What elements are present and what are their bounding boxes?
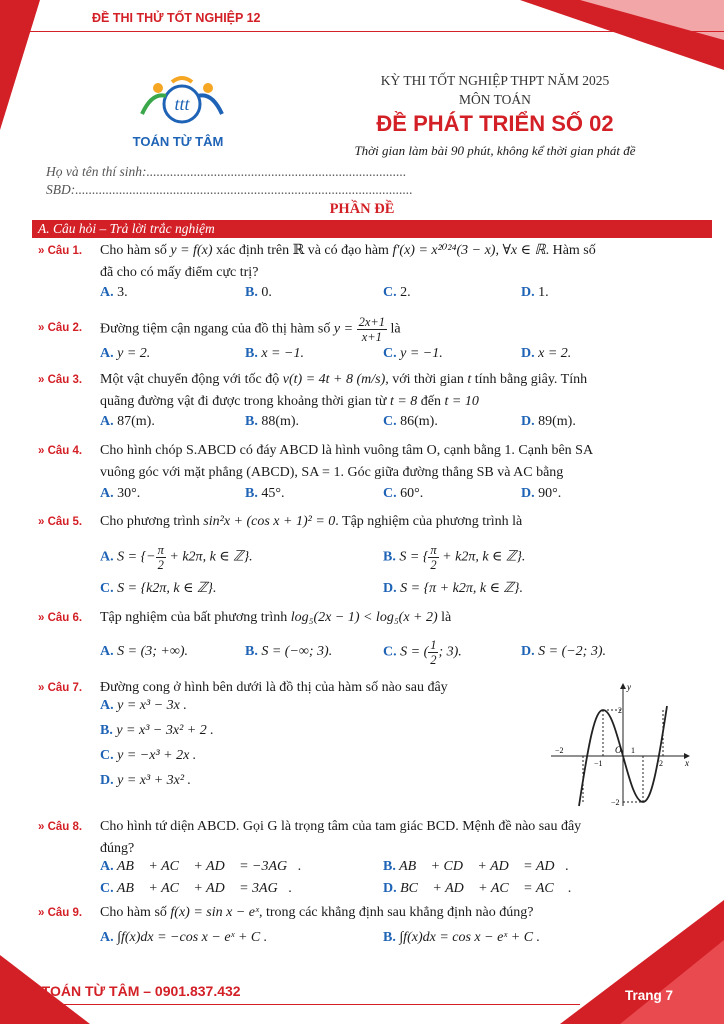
option-letter: C. — [383, 414, 397, 429]
q1-deriv: f′(x) = x²⁰²⁴(3 − x), ∀x ∈ ℝ — [392, 243, 546, 258]
q3-option-a[interactable] — [100, 414, 155, 430]
option-letter: A. — [100, 644, 114, 659]
q6-option-c[interactable] — [383, 638, 462, 667]
q4-line2: vuông góc với mặt phẳng (ABCD), SA = 1. Góc giữa đường thẳng SB và AC bằng — [100, 465, 564, 480]
q5-eq: sin²x + (cos x + 1)² = 0 — [203, 514, 336, 529]
option-prefix: S = {− — [117, 549, 156, 565]
q2-y-eq: y = — [333, 321, 354, 337]
q4-option-c[interactable] — [383, 486, 423, 502]
question-label: » Câu 9. — [38, 907, 83, 919]
q8-option-c[interactable] — [100, 881, 292, 897]
option-letter: A. — [100, 285, 114, 300]
q2-option-c[interactable] — [383, 346, 443, 362]
question-label: » Câu 2. — [38, 322, 83, 334]
option-text: 87(m). — [117, 414, 155, 429]
q9-func: f(x) = sin x − eˣ — [170, 905, 259, 920]
q8-line1: Cho hình tứ diện ABCD. Gọi G là trọng tâm của tam giác BCD. Mệnh đề nào sau đây — [100, 819, 582, 834]
option-suffix: + k2π, k ∈ ℤ}. — [169, 549, 253, 565]
option-prefix: S = ( — [400, 644, 429, 660]
option-letter: B. — [100, 723, 113, 738]
option-text: y = x³ − 3x . — [117, 698, 187, 713]
option-text: y = x³ − 3x² + 2 . — [116, 723, 214, 738]
graph-y-label: y — [627, 682, 631, 692]
option-letter: A. — [100, 414, 114, 429]
corner-decoration-top-right — [520, 0, 724, 70]
option-text: S = {k2π, k ∈ ℤ}. — [117, 581, 217, 596]
option-letter: C. — [383, 346, 397, 361]
option-text: AB⃗ + AC⃗ + AD⃗ = −3AG⃗. — [116, 859, 302, 874]
q3-text-a: Một vật chuyển động với tốc độ — [100, 372, 280, 387]
header-rule — [0, 31, 724, 32]
option-text: BC⃗ + AD⃗ + AC⃗ = AC⃗ . — [400, 881, 572, 896]
q5-option-a[interactable] — [100, 543, 253, 572]
q3-text-c: tính bằng giây. Tính — [474, 372, 588, 387]
graph-tick-neg1: −1 — [594, 759, 603, 768]
section-band: A. Câu hỏi – Trả lời trắc nghiệm — [32, 220, 712, 238]
q8-line2: đúng? — [100, 841, 135, 856]
q1-option-a[interactable] — [100, 285, 128, 301]
q4-option-a[interactable] — [100, 486, 140, 502]
q5-text-b: . Tập nghiệm của phương trình là — [335, 514, 523, 529]
option-text: 90°. — [538, 486, 562, 501]
q4-option-d[interactable] — [521, 486, 561, 502]
option-text: S = (3; +∞). — [117, 644, 188, 659]
q3-text-b: , với thời gian — [385, 372, 464, 387]
option-text: S = (−2; 3). — [538, 644, 607, 659]
option-text: x = 2. — [538, 346, 572, 361]
q5-option-d[interactable] — [383, 580, 523, 597]
option-letter: A. — [100, 698, 114, 713]
q5-option-b[interactable] — [383, 543, 525, 572]
q1-option-c[interactable] — [383, 285, 411, 301]
q9-option-a[interactable] — [100, 930, 267, 946]
q6-ineq: log₅(2x − 1) < log₅(x + 2) — [290, 610, 438, 625]
option-text: 3. — [117, 285, 128, 300]
q2-option-a[interactable] — [100, 346, 150, 362]
option-letter: B. — [245, 414, 258, 429]
option-letter: C. — [383, 644, 397, 660]
option-text: x = −1. — [261, 346, 304, 361]
option-text: 0. — [261, 285, 272, 300]
q7-option-c[interactable] — [100, 748, 196, 764]
page-number: Trang 7 — [625, 988, 674, 1003]
sbd-field: SBD:.................................................................................................... — [46, 182, 413, 197]
graph-origin: O — [615, 745, 622, 755]
q6-text-b: là — [441, 610, 452, 625]
fraction-denominator: 2 — [157, 558, 164, 572]
q1-line2: đã cho có mấy điểm cực trị? — [100, 265, 259, 280]
option-text: y = −x³ + 2x . — [117, 748, 197, 763]
option-text: 89(m). — [538, 414, 576, 429]
option-letter: C. — [383, 285, 397, 300]
option-letter: D. — [100, 773, 114, 788]
footer-rule — [20, 1004, 580, 1005]
q2-fraction — [357, 315, 387, 344]
option-text: 60°. — [400, 486, 424, 501]
option-fraction — [156, 543, 166, 572]
option-text: AB⃗ + CD⃗ + AD⃗ = AD⃗. — [399, 859, 569, 874]
option-text: S = (−∞; 3). — [261, 644, 333, 659]
logo-text: TOÁN TỪ TÂM — [132, 134, 224, 149]
graph-x-label: x — [685, 758, 689, 768]
option-text: 30°. — [117, 486, 141, 501]
q1-text-a: Cho hàm số — [100, 243, 167, 258]
q3-t-var: t — [467, 372, 472, 387]
fraction-numerator: π — [157, 543, 164, 557]
section-title: PHẦN ĐỀ — [329, 201, 395, 217]
option-letter: A. — [100, 549, 114, 565]
option-text: S = {π + k2π, k ∈ ℤ}. — [400, 581, 523, 596]
option-letter: A. — [100, 346, 114, 361]
fraction-denominator: 2 — [430, 558, 437, 572]
exam-title: ĐỀ PHÁT TRIỂN SỐ 02 — [376, 111, 614, 136]
option-letter: A. — [100, 859, 114, 874]
option-text: AB⃗ + AC⃗ + AD⃗ = 3AG⃗. — [116, 881, 293, 896]
option-letter: B. — [245, 644, 258, 659]
name-field: Họ và tên thí sinh:............................................................................. — [46, 164, 407, 179]
option-letter: D. — [521, 644, 535, 659]
fraction-numerator: 2x+1 — [358, 315, 386, 329]
graph-tick-neg2: −2 — [555, 746, 564, 755]
exam-line1: KỲ THI TỐT NGHIỆP THPT NĂM 2025 — [380, 73, 610, 88]
option-letter: C. — [383, 486, 397, 501]
option-letter: D. — [521, 414, 535, 429]
q1-func: y = f(x) — [170, 243, 213, 258]
option-letter: A. — [100, 930, 114, 945]
question-label: » Câu 5. — [38, 516, 83, 528]
q5-option-c[interactable] — [100, 580, 217, 597]
q8-option-b[interactable] — [383, 859, 569, 875]
q9-text-b: , trong các khẳng định sau khẳng định nào đúng? — [258, 905, 534, 920]
option-text: 2. — [400, 285, 411, 300]
q4-option-b[interactable] — [245, 486, 284, 502]
graph-tick-2: 2 — [659, 759, 663, 768]
option-letter: B. — [383, 930, 396, 945]
q9-text-a: Cho hàm số — [100, 905, 167, 920]
q2-text-b: là — [390, 321, 401, 337]
option-letter: D. — [521, 486, 535, 501]
q7-graph — [545, 680, 695, 810]
question-label: » Câu 7. — [38, 682, 83, 694]
q3-option-d[interactable] — [521, 414, 576, 430]
question-label: » Câu 1. — [38, 245, 83, 257]
q6-option-b[interactable] — [245, 644, 332, 660]
q5-text-a: Cho phương trình — [100, 514, 200, 529]
q3-speed: v(t) = 4t + 8 (m/s) — [282, 372, 386, 387]
q8-option-a[interactable] — [100, 859, 302, 875]
option-letter: C. — [100, 581, 114, 596]
option-text: y = x³ + 3x² . — [117, 773, 192, 788]
option-letter: D. — [383, 581, 397, 596]
q7-option-d[interactable] — [100, 773, 191, 789]
option-letter: D. — [383, 881, 397, 896]
fraction-numerator: π — [430, 543, 437, 557]
option-suffix: ; 3). — [438, 644, 462, 660]
footer-contact: » TOÁN TỪ TÂM – 0901.837.432 — [30, 983, 241, 999]
question-label: » Câu 6. — [38, 612, 83, 624]
option-fraction — [428, 638, 438, 667]
option-text: 45°. — [261, 486, 285, 501]
exam-time: Thời gian làm bài 90 phút, không kể thời gian phát đề — [354, 143, 636, 158]
corner-decoration-left — [0, 0, 40, 130]
q7-option-b[interactable] — [100, 723, 214, 739]
option-text: 88(m). — [261, 414, 300, 429]
q4-line1: Cho hình chóp S.ABCD có đáy ABCD là hình vuông tâm O, cạnh bằng 1. Cạnh bên SA — [100, 443, 594, 458]
option-prefix: S = { — [399, 549, 429, 565]
fraction-numerator: 1 — [430, 638, 437, 652]
option-fraction — [428, 543, 438, 572]
fraction-denominator: x+1 — [361, 330, 382, 344]
option-letter: B. — [245, 346, 258, 361]
option-text: ∫f(x)dx = −cos x − eˣ + C . — [117, 930, 268, 945]
question-label: » Câu 3. — [38, 374, 83, 386]
q1-text-c: . Hàm số — [545, 243, 596, 258]
graph-tick-1: 1 — [631, 746, 635, 755]
q7-option-a[interactable] — [100, 698, 187, 714]
q9-option-b[interactable] — [383, 930, 540, 946]
header-top-label: ĐỀ THI THỬ TỐT NGHIỆP 12 — [92, 11, 261, 25]
fraction-denominator: 2 — [430, 653, 437, 667]
option-letter: B. — [245, 285, 258, 300]
q3-t8: t = 8 — [389, 394, 418, 409]
q2-option-b[interactable] — [245, 346, 304, 362]
q3-option-c[interactable] — [383, 414, 438, 430]
q3-line2-b: đến — [420, 394, 441, 409]
q1-option-b[interactable] — [245, 285, 272, 301]
option-text: 86(m). — [400, 414, 438, 429]
q3-line2-a: quãng đường vật đi được trong khoảng thời gian từ — [100, 394, 387, 409]
option-letter: D. — [521, 285, 535, 300]
svg-text:ttt: ttt — [174, 94, 190, 114]
question-label: » Câu 4. — [38, 445, 83, 457]
q6-option-a[interactable] — [100, 644, 188, 660]
option-text: 1. — [538, 285, 549, 300]
graph-y-tick-neg2: −2 — [611, 798, 620, 807]
option-letter: B. — [383, 549, 396, 565]
option-letter: C. — [100, 748, 114, 763]
q3-option-b[interactable] — [245, 414, 299, 430]
q6-text-a: Tập nghiệm của bất phương trình — [100, 610, 288, 625]
q2-option-d[interactable] — [521, 346, 571, 362]
q1-text-b: xác định trên ℝ và có đạo hàm — [215, 243, 389, 258]
option-letter: B. — [245, 486, 258, 501]
q7-text: Đường cong ở hình bên dưới là đồ thị của hàm số nào sau đây — [100, 680, 448, 695]
option-letter: C. — [100, 881, 114, 896]
option-text: y = −1. — [400, 346, 443, 361]
option-text: ∫f(x)dx = cos x − eˣ + C . — [399, 930, 541, 945]
q8-option-d[interactable] — [383, 881, 572, 897]
graph-y-tick-2: 2 — [618, 706, 622, 715]
option-letter: D. — [521, 346, 535, 361]
q3-t10: t = 10 — [444, 394, 479, 409]
option-letter: B. — [383, 859, 396, 874]
q6-option-d[interactable] — [521, 644, 606, 660]
q2-text-a: Đường tiệm cận ngang của đồ thị hàm số — [100, 321, 331, 337]
option-letter: A. — [100, 486, 114, 501]
exam-line2: MÔN TOÁN — [459, 92, 531, 107]
option-suffix: + k2π, k ∈ ℤ}. — [442, 549, 526, 565]
q1-option-d[interactable] — [521, 285, 549, 301]
question-label: » Câu 8. — [38, 821, 83, 833]
option-text: y = 2. — [117, 346, 151, 361]
